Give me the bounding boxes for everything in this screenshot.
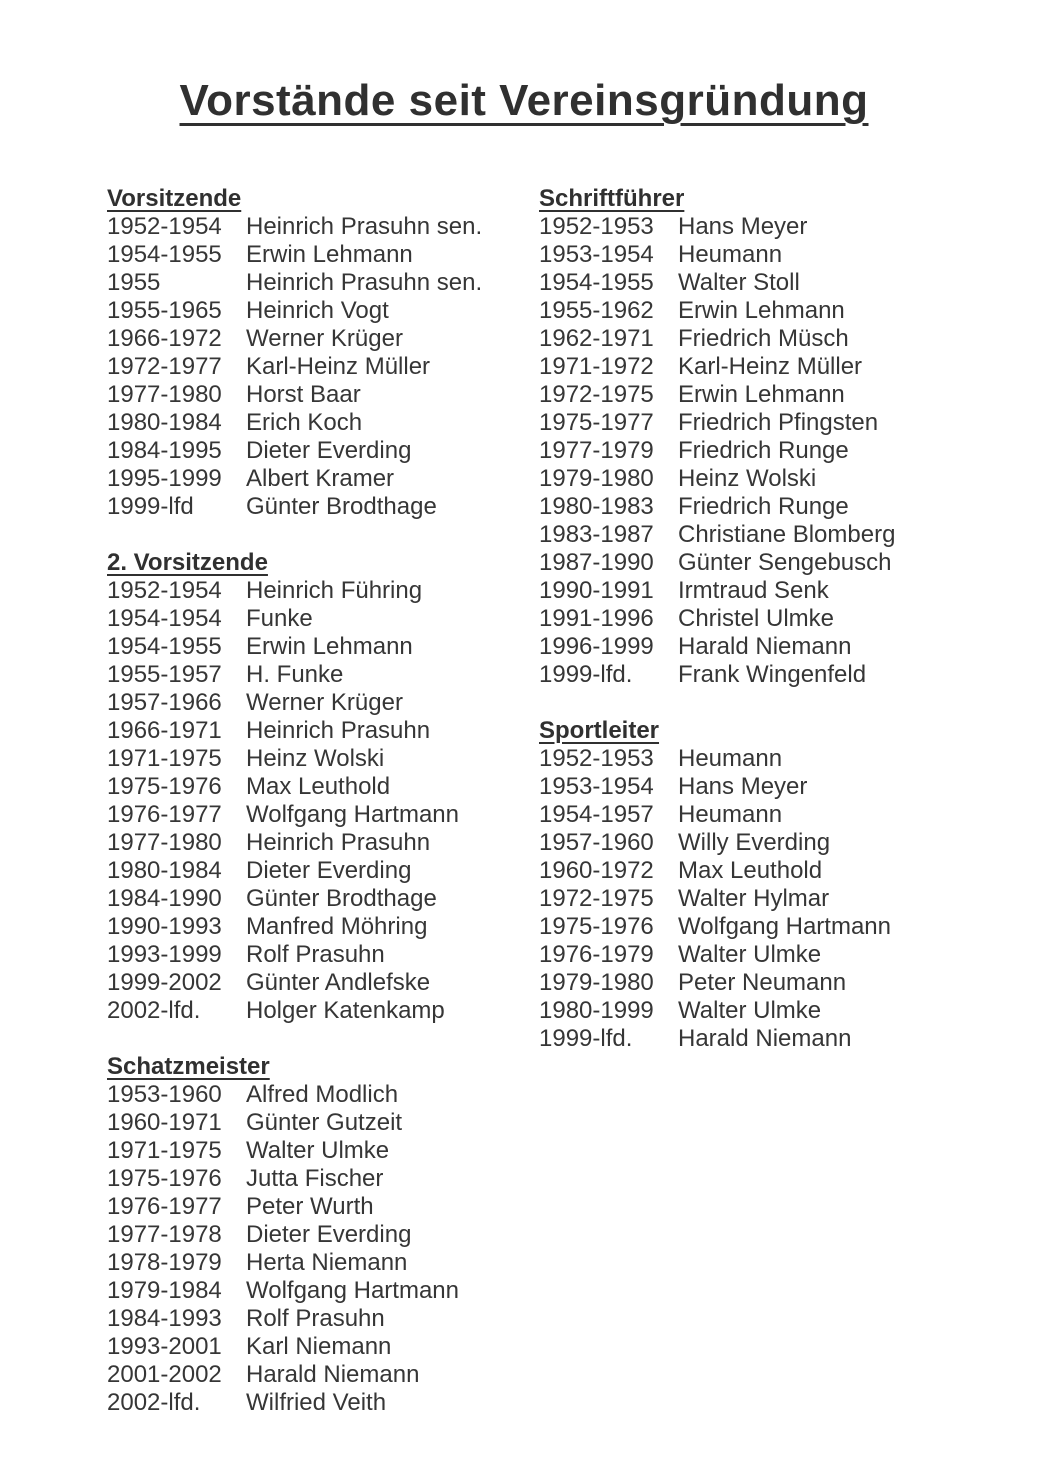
entry-name: Herta Niemann bbox=[246, 1249, 408, 1276]
entry-row bbox=[107, 437, 537, 465]
entry-name: Harald Niemann bbox=[678, 1025, 852, 1052]
entry-period: 1996-1999 bbox=[539, 633, 654, 660]
entry-name: Werner Krüger bbox=[246, 689, 403, 716]
entry-row bbox=[539, 577, 969, 605]
entry-row bbox=[107, 661, 537, 689]
entry-row bbox=[539, 325, 969, 353]
entry-name: Walter Hylmar bbox=[678, 885, 830, 912]
entry-period: 1991-1996 bbox=[539, 605, 654, 632]
entry-name: Wilfried Veith bbox=[246, 1389, 387, 1416]
entry-period: 1980-1984 bbox=[107, 409, 222, 436]
section-heading: Schatzmeister bbox=[107, 1053, 270, 1080]
entry-period: 1977-1980 bbox=[107, 829, 222, 856]
entry-name: Günter Andlefske bbox=[246, 969, 431, 996]
entry-row bbox=[107, 577, 537, 605]
entry-row bbox=[107, 1081, 537, 1109]
entry-name: Holger Katenkamp bbox=[246, 997, 445, 1024]
entry-name: Peter Wurth bbox=[246, 1193, 374, 1220]
entry-name: H. Funke bbox=[246, 661, 344, 688]
entry-row bbox=[107, 745, 537, 773]
entry-period: 1978-1979 bbox=[107, 1249, 222, 1276]
entry-row bbox=[107, 1109, 537, 1137]
entry-name: Günter Brodthage bbox=[246, 493, 437, 520]
entry-name: Willy Everding bbox=[678, 829, 831, 856]
entry-row bbox=[107, 717, 537, 745]
entry-period: 1954-1955 bbox=[107, 633, 222, 660]
entry-row bbox=[107, 969, 537, 997]
entry-name: Dieter Everding bbox=[246, 437, 412, 464]
entry-period: 1975-1976 bbox=[107, 773, 222, 800]
entry-period: 1972-1975 bbox=[539, 885, 654, 912]
entry-name: Heumann bbox=[678, 801, 783, 828]
entry-name: Erwin Lehmann bbox=[678, 297, 845, 324]
column-left bbox=[107, 185, 537, 1445]
entry-row bbox=[107, 689, 537, 717]
entry-row bbox=[539, 241, 969, 269]
entry-period: 1960-1971 bbox=[107, 1109, 222, 1136]
entry-row bbox=[107, 1333, 537, 1361]
entry-row bbox=[107, 325, 537, 353]
entry-period: 1980-1999 bbox=[539, 997, 654, 1024]
entry-period: 1955 bbox=[107, 269, 161, 296]
entry-name: Heinrich Vogt bbox=[246, 297, 389, 324]
entry-name: Walter Stoll bbox=[678, 269, 800, 296]
entry-period: 1954-1957 bbox=[539, 801, 654, 828]
entry-row bbox=[107, 1249, 537, 1277]
entry-period: 1955-1957 bbox=[107, 661, 222, 688]
entry-row bbox=[539, 745, 969, 773]
entry-name: Heinrich Prasuhn sen. bbox=[246, 213, 483, 240]
entry-period: 1975-1976 bbox=[107, 1165, 222, 1192]
entry-period: 1984-1990 bbox=[107, 885, 222, 912]
entry-row bbox=[107, 465, 537, 493]
entry-name: Christiane Blomberg bbox=[678, 521, 896, 548]
entry-row bbox=[539, 1025, 969, 1053]
entry-row bbox=[539, 633, 969, 661]
section bbox=[107, 1053, 537, 1417]
entry-period: 1971-1975 bbox=[107, 745, 222, 772]
entry-period: 1977-1979 bbox=[539, 437, 654, 464]
entry-name: Heinrich Prasuhn bbox=[246, 829, 431, 856]
entry-name: Erwin Lehmann bbox=[246, 241, 413, 268]
entry-period: 1954-1955 bbox=[539, 269, 654, 296]
entry-row bbox=[539, 297, 969, 325]
entry-period: 1952-1953 bbox=[539, 745, 654, 772]
entry-period: 1957-1966 bbox=[107, 689, 222, 716]
entry-name: Wolfgang Hartmann bbox=[246, 801, 459, 828]
entry-name: Funke bbox=[246, 605, 313, 632]
entry-period: 1955-1962 bbox=[539, 297, 654, 324]
entry-row bbox=[107, 297, 537, 325]
entry-period: 1971-1975 bbox=[107, 1137, 222, 1164]
entry-period: 1979-1980 bbox=[539, 465, 654, 492]
entry-period: 1952-1953 bbox=[539, 213, 654, 240]
entry-name: Max Leuthold bbox=[678, 857, 823, 884]
entry-name: Erwin Lehmann bbox=[678, 381, 845, 408]
entry-name: Heumann bbox=[678, 745, 783, 772]
entry-list bbox=[539, 745, 969, 1053]
entry-row bbox=[107, 773, 537, 801]
entry-period: 1966-1972 bbox=[107, 325, 222, 352]
entry-list bbox=[107, 213, 537, 521]
entry-name: Harald Niemann bbox=[678, 633, 852, 660]
section-heading: Sportleiter bbox=[539, 717, 660, 744]
entry-row bbox=[107, 1165, 537, 1193]
entry-period: 1980-1984 bbox=[107, 857, 222, 884]
entry-list bbox=[107, 1081, 537, 1417]
entry-row bbox=[539, 465, 969, 493]
entry-period: 1999-2002 bbox=[107, 969, 222, 996]
entry-name: Friedrich Müsch bbox=[678, 325, 849, 352]
section-heading: 2. Vorsitzende bbox=[107, 549, 268, 576]
entry-row bbox=[539, 913, 969, 941]
entry-period: 1977-1978 bbox=[107, 1221, 222, 1248]
entry-period: 1983-1987 bbox=[539, 521, 654, 548]
entry-period: 1957-1960 bbox=[539, 829, 654, 856]
entry-row bbox=[107, 913, 537, 941]
entry-row bbox=[539, 969, 969, 997]
entry-row bbox=[539, 213, 969, 241]
entry-period: 1975-1976 bbox=[539, 913, 654, 940]
entry-name: Günter Brodthage bbox=[246, 885, 437, 912]
entry-name: Heinz Wolski bbox=[246, 745, 385, 772]
entry-name: Frank Wingenfeld bbox=[678, 661, 867, 688]
entry-name: Christel Ulmke bbox=[678, 605, 835, 632]
entry-period: 1990-1993 bbox=[107, 913, 222, 940]
entry-name: Walter Ulmke bbox=[678, 997, 822, 1024]
entry-name: Harald Niemann bbox=[246, 1361, 420, 1388]
entry-period: 1993-1999 bbox=[107, 941, 222, 968]
entry-period: 1976-1977 bbox=[107, 801, 222, 828]
entry-row bbox=[539, 997, 969, 1025]
entry-period: 1960-1972 bbox=[539, 857, 654, 884]
entry-name: Heinrich Prasuhn sen. bbox=[246, 269, 483, 296]
entry-row bbox=[107, 269, 537, 297]
entry-period: 1953-1954 bbox=[539, 241, 654, 268]
entry-row bbox=[539, 857, 969, 885]
entry-row bbox=[539, 381, 969, 409]
entry-row bbox=[107, 381, 537, 409]
entry-name: Rolf Prasuhn bbox=[246, 941, 385, 968]
section bbox=[107, 185, 537, 521]
entry-row bbox=[107, 941, 537, 969]
entry-row bbox=[539, 409, 969, 437]
entry-row bbox=[539, 661, 969, 689]
entry-period: 1995-1999 bbox=[107, 465, 222, 492]
entry-period: 1972-1977 bbox=[107, 353, 222, 380]
entry-row bbox=[539, 801, 969, 829]
entry-row bbox=[107, 605, 537, 633]
entry-name: Friedrich Pfingsten bbox=[678, 409, 879, 436]
entry-name: Günter Gutzeit bbox=[246, 1109, 403, 1136]
entry-name: Walter Ulmke bbox=[678, 941, 822, 968]
entry-name: Erwin Lehmann bbox=[246, 633, 413, 660]
entry-period: 1977-1980 bbox=[107, 381, 222, 408]
entry-name: Dieter Everding bbox=[246, 857, 412, 884]
entry-period: 1990-1991 bbox=[539, 577, 654, 604]
entry-row bbox=[107, 1193, 537, 1221]
entry-period: 1979-1980 bbox=[539, 969, 654, 996]
entry-row bbox=[539, 437, 969, 465]
entry-name: Karl Niemann bbox=[246, 1333, 392, 1360]
entry-period: 1980-1983 bbox=[539, 493, 654, 520]
entry-period: 1952-1954 bbox=[107, 577, 222, 604]
entry-name: Walter Ulmke bbox=[246, 1137, 390, 1164]
entry-list bbox=[539, 213, 969, 689]
entry-row bbox=[539, 549, 969, 577]
entry-name: Rolf Prasuhn bbox=[246, 1305, 385, 1332]
entry-name: Heumann bbox=[678, 241, 783, 268]
entry-row bbox=[107, 801, 537, 829]
entry-row bbox=[539, 521, 969, 549]
entry-name: Max Leuthold bbox=[246, 773, 391, 800]
entry-name: Werner Krüger bbox=[246, 325, 403, 352]
entry-period: 1993-2001 bbox=[107, 1333, 222, 1360]
entry-period: 1953-1960 bbox=[107, 1081, 222, 1108]
section bbox=[107, 549, 537, 1025]
entry-period: 1976-1977 bbox=[107, 1193, 222, 1220]
entry-period: 1999-lfd. bbox=[539, 661, 633, 688]
section-heading: Schriftführer bbox=[539, 185, 685, 212]
entry-name: Günter Sengebusch bbox=[678, 549, 892, 576]
entry-row bbox=[107, 1361, 537, 1389]
column-right bbox=[539, 185, 969, 1081]
entry-row bbox=[539, 605, 969, 633]
entry-period: 2001-2002 bbox=[107, 1361, 222, 1388]
entry-name: Heinz Wolski bbox=[678, 465, 817, 492]
entry-name: Friedrich Runge bbox=[678, 437, 849, 464]
entry-period: 1955-1965 bbox=[107, 297, 222, 324]
entry-period: 1975-1977 bbox=[539, 409, 654, 436]
entry-row bbox=[107, 353, 537, 381]
entry-name: Wolfgang Hartmann bbox=[246, 1277, 459, 1304]
entry-row bbox=[107, 409, 537, 437]
entry-row bbox=[107, 1389, 537, 1417]
entry-name: Horst Baar bbox=[246, 381, 361, 408]
entry-name: Irmtraud Senk bbox=[678, 577, 829, 604]
entry-row bbox=[539, 493, 969, 521]
entry-row bbox=[539, 941, 969, 969]
entry-name: Jutta Fischer bbox=[246, 1165, 384, 1192]
entry-name: Karl-Heinz Müller bbox=[678, 353, 863, 380]
entry-period: 1979-1984 bbox=[107, 1277, 222, 1304]
entry-period: 2002-lfd. bbox=[107, 1389, 201, 1416]
entry-period: 1976-1979 bbox=[539, 941, 654, 968]
entry-name: Karl-Heinz Müller bbox=[246, 353, 431, 380]
entry-period: 1962-1971 bbox=[539, 325, 654, 352]
entry-row bbox=[107, 241, 537, 269]
entry-list bbox=[107, 577, 537, 1025]
entry-period: 1984-1993 bbox=[107, 1305, 222, 1332]
entry-name: Friedrich Runge bbox=[678, 493, 849, 520]
entry-period: 1954-1955 bbox=[107, 241, 222, 268]
entry-row bbox=[539, 773, 969, 801]
entry-row bbox=[539, 885, 969, 913]
entry-period: 1999-lfd bbox=[107, 493, 194, 520]
entry-row bbox=[107, 493, 537, 521]
entry-row bbox=[107, 829, 537, 857]
section bbox=[539, 717, 969, 1053]
entry-period: 1952-1954 bbox=[107, 213, 222, 240]
entry-name: Heinrich Prasuhn bbox=[246, 717, 431, 744]
section-heading: Vorsitzende bbox=[107, 185, 242, 212]
entry-row bbox=[107, 997, 537, 1025]
entry-period: 1972-1975 bbox=[539, 381, 654, 408]
entry-row bbox=[107, 633, 537, 661]
entry-period: 1954-1954 bbox=[107, 605, 222, 632]
entry-period: 1971-1972 bbox=[539, 353, 654, 380]
entry-period: 1999-lfd. bbox=[539, 1025, 633, 1052]
entry-name: Alfred Modlich bbox=[246, 1081, 399, 1108]
entry-row bbox=[107, 885, 537, 913]
entry-row bbox=[107, 857, 537, 885]
entry-row bbox=[107, 1137, 537, 1165]
entry-period: 1987-1990 bbox=[539, 549, 654, 576]
entry-period: 1966-1971 bbox=[107, 717, 222, 744]
entry-name: Manfred Möhring bbox=[246, 913, 428, 940]
entry-row bbox=[539, 269, 969, 297]
entry-name: Dieter Everding bbox=[246, 1221, 412, 1248]
entry-row bbox=[107, 213, 537, 241]
entry-period: 1953-1954 bbox=[539, 773, 654, 800]
entry-name: Albert Kramer bbox=[246, 465, 395, 492]
page-title: Vorstände seit Vereinsgründung bbox=[179, 76, 869, 125]
entry-name: Hans Meyer bbox=[678, 773, 808, 800]
entry-name: Erich Koch bbox=[246, 409, 363, 436]
entry-period: 2002-lfd. bbox=[107, 997, 201, 1024]
section bbox=[539, 185, 969, 689]
entry-row bbox=[107, 1305, 537, 1333]
entry-row bbox=[539, 353, 969, 381]
entry-name: Hans Meyer bbox=[678, 213, 808, 240]
entry-name: Wolfgang Hartmann bbox=[678, 913, 891, 940]
entry-name: Peter Neumann bbox=[678, 969, 847, 996]
entry-row bbox=[539, 829, 969, 857]
entry-row bbox=[107, 1277, 537, 1305]
entry-row bbox=[107, 1221, 537, 1249]
entry-period: 1984-1995 bbox=[107, 437, 222, 464]
entry-name: Heinrich Führing bbox=[246, 577, 423, 604]
